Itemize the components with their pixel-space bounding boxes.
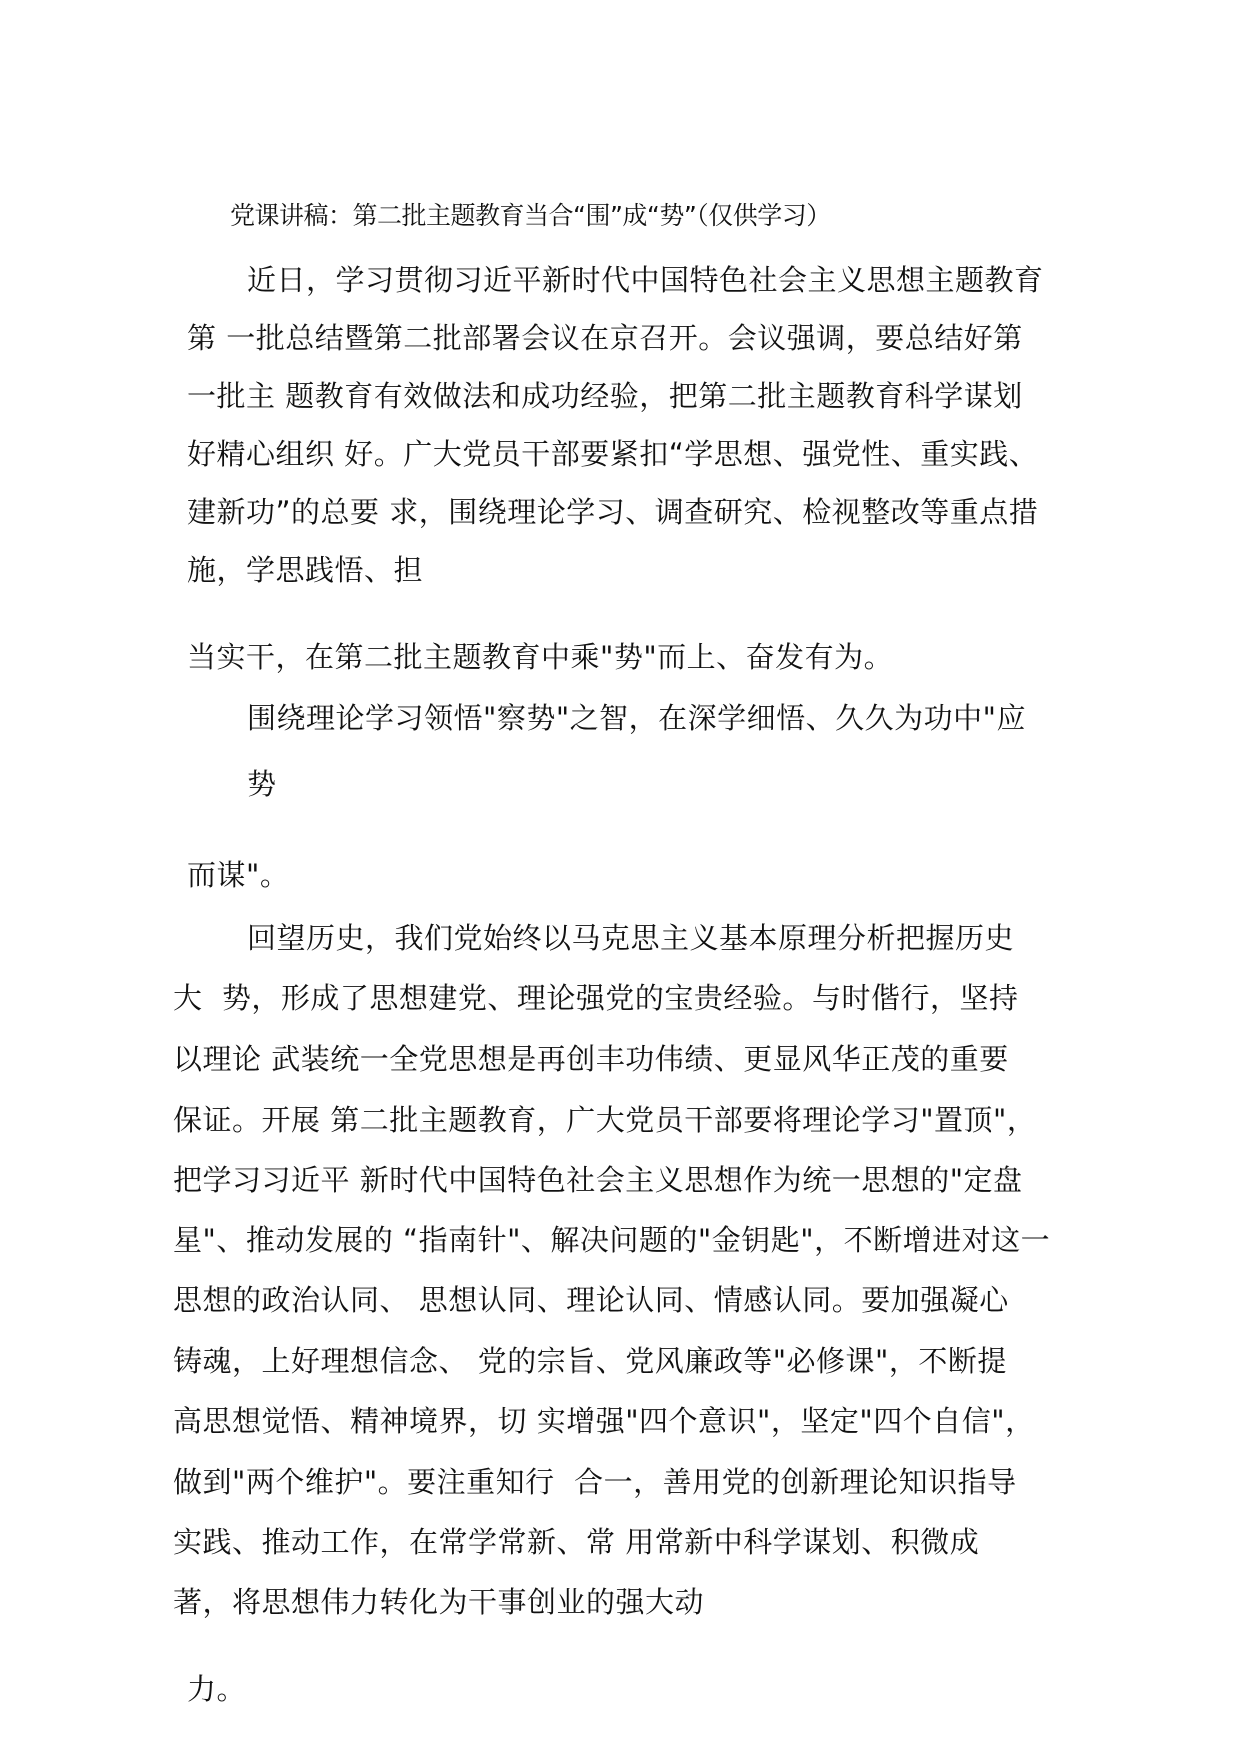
paragraph-line: 大 势，形成了思想建党、理论强党的宝贵经验。与时偕行，坚持 bbox=[173, 981, 1019, 1015]
paragraph-line: 一批主 题教育有效做法和成功经验，把第二批主题教育科学谋划 bbox=[187, 379, 1023, 413]
paragraph-line: 第 一批总结暨第二批部署会议在京召开。会议强调，要总结好第 bbox=[187, 321, 1023, 355]
paragraph-line: 保证。开展 第二批主题教育，广大党员干部要将理论学习"置顶"， bbox=[173, 1103, 1037, 1137]
paragraph-line: 做到"两个维护"。要注重知行 合一，善用党的创新理论知识指导 bbox=[173, 1465, 1017, 1499]
paragraph-line: 以理论 武装统一全党思想是再创丰功伟绩、更显风华正茂的重要 bbox=[173, 1042, 1009, 1076]
paragraph-line: 实践、推动工作，在常学常新、常 用常新中科学谋划、积微成 bbox=[173, 1525, 980, 1559]
document-title: 党课讲稿：第二批主题教育当合“围”成“势”（仅供学习） bbox=[230, 201, 831, 230]
paragraph-line: 回望历史，我们党始终以马克思主义基本原理分析把握历史 bbox=[247, 921, 1015, 955]
paragraph-line: 高思想觉悟、精神境界，切 实增强"四个意识"，坚定"四个自信"， bbox=[173, 1404, 1035, 1438]
paragraph-line: 好精心组织 好。广大党员干部要紧扣“学思想、强党性、重实践、 bbox=[187, 437, 1039, 471]
section-heading-line: 围绕理论学习领悟"察势"之智，在深学细悟、久久为功中"应 bbox=[247, 701, 1027, 735]
section-heading-line: 势 bbox=[247, 767, 277, 801]
paragraph-line: 思想的政治认同、 思想认同、理论认同、情感认同。要加强凝心 bbox=[173, 1283, 1009, 1317]
paragraph-line: 施，学思践悟、担 bbox=[187, 553, 424, 587]
paragraph-line: 星"、推动发展的 “指南针"、解决问题的"金钥匙"，不断增进对这一 bbox=[173, 1223, 1051, 1257]
paragraph-line: 近日，学习贯彻习近平新时代中国特色社会主义思想主题教育 bbox=[247, 263, 1044, 297]
section-heading-line: 而谋"。 bbox=[187, 858, 290, 892]
paragraph-line: 把学习习近平 新时代中国特色社会主义思想作为统一思想的"定盘 bbox=[173, 1163, 1023, 1197]
paragraph-line: 铸魂，上好理想信念、 党的宗旨、党风廉政等"必修课"，不断提 bbox=[173, 1344, 1007, 1378]
paragraph-line: 当实干，在第二批主题教育中乘"势"而上、奋发有为。 bbox=[187, 640, 894, 674]
paragraph-line: 著，将思想伟力转化为干事创业的强大动 bbox=[173, 1585, 705, 1619]
paragraph-line: 建新功”的总要 求，围绕理论学习、调查研究、检视整改等重点措 bbox=[187, 495, 1039, 529]
paragraph-line: 力。 bbox=[187, 1672, 247, 1706]
